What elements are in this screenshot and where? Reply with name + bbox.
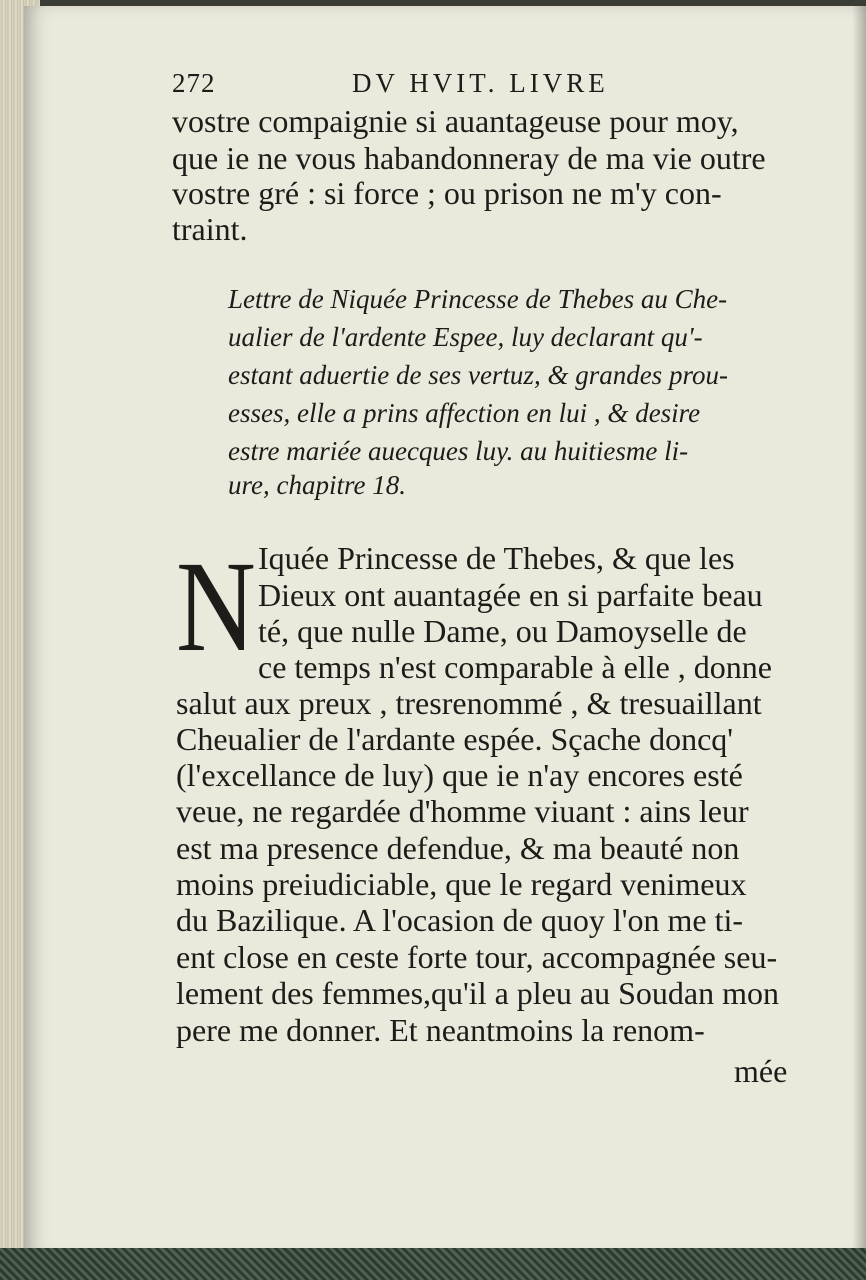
body-line: du Bazilique. A l'ocasion de quoy l'on me ti- xyxy=(176,902,743,938)
body-line: té, que nulle Dame, ou Damoyselle de xyxy=(258,613,747,649)
drop-cap: N xyxy=(176,535,256,679)
running-title: DV HVIT. LIVRE xyxy=(352,68,609,98)
body-line: veue, ne regardée d'homme viuant : ains leur xyxy=(176,793,749,829)
body-line: est ma presence defendue, & ma beauté non xyxy=(176,830,740,866)
page-number: 272 xyxy=(172,68,216,98)
opening-line: que ie ne vous habandonneray de ma vie outre xyxy=(172,140,766,176)
opening-line: vostre compaignie si auantageuse pour moy, xyxy=(172,103,739,139)
body-line: ent close en ceste forte tour, accompagnée seu- xyxy=(176,939,778,975)
body-line: moins preiudiciable, que le regard venimeux xyxy=(176,866,747,902)
letter-heading-line: ualier de l'ardente Espee, luy declarant qu'- xyxy=(228,322,703,352)
body-line: lement des femmes,qu'il a pleu au Soudan mon xyxy=(176,975,779,1011)
body-line: ce temps n'est comparable à elle , donne xyxy=(258,649,772,685)
opening-line: vostre gré : si force ; ou prison ne m'y con- xyxy=(172,175,722,211)
body-line: Iquée Princesse de Thebes, & que les xyxy=(258,540,735,576)
running-head xyxy=(172,68,609,99)
letter-heading-line: esses, elle a prins affection en lui , & desire xyxy=(228,398,701,428)
page-gutter-shadow xyxy=(852,6,866,1258)
letter-heading-line: estant aduertie de ses vertuz, & grandes prou- xyxy=(228,360,728,390)
letter-heading-line: estre mariée auecques luy. au huitiesme li- xyxy=(228,436,689,466)
body-line: Cheualier de l'ardante espée. Sçache doncq' xyxy=(176,721,734,757)
opening-line: traint. xyxy=(172,211,248,247)
letter-heading-line: Lettre de Niquée Princesse de Thebes au Che- xyxy=(228,284,728,314)
body-line: Dieux ont auantagée en si parfaite beau xyxy=(258,577,763,613)
body-line: (l'excellance de luy) que ie n'ay encores esté xyxy=(176,757,743,793)
catchword: mée xyxy=(734,1053,788,1089)
background-cloth xyxy=(0,1248,866,1280)
body-line: pere me donner. Et neantmoins la renom- xyxy=(176,1012,705,1048)
body-line: salut aux preux , tresrenommé , & tresuaillant xyxy=(176,685,762,721)
letter-heading-line: ure, chapitre 18. xyxy=(228,470,406,500)
